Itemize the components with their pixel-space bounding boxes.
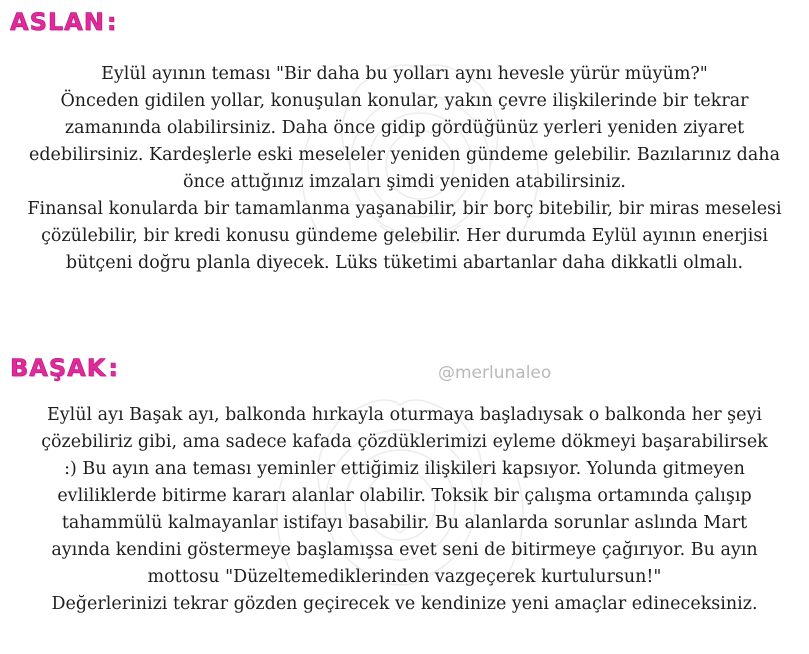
text-line: evliliklerde bitirme kararı alanlar olabilir. Toksik bir çalışma ortamında çalışıp	[57, 486, 752, 506]
heading-colon: :	[106, 8, 118, 36]
text-line: çözülebilir, bir kredi konusu gündeme gelebilir. Her durumda Eylül ayının enerjisi	[41, 226, 768, 246]
heading-colon: :	[108, 354, 119, 382]
text-line: Eylül ayı Başak ayı, balkonda hırkayla oturmaya başladıysak o balkonda her şeyi	[46, 405, 763, 425]
section-heading-aslan	[10, 8, 117, 36]
text-line: :) Bu ayın ana teması yeminler ettiğimiz ilişkileri kapsıyor. Yolunda gitmeyen	[64, 459, 745, 479]
text-line: önce attığınız imzaları şimdi yeniden atabilirsiniz.	[183, 172, 626, 192]
section-title-basak: BAŞAK	[10, 354, 107, 382]
aslan-paragraph	[0, 61, 809, 277]
text-line: Eylül ayının teması "Bir daha bu yolları aynı hevesle yürür müyüm?"	[101, 64, 708, 84]
text-line: Önceden gidilen yollar, konuşulan konular, yakın çevre ilişkilerinde bir tekrar	[60, 91, 749, 111]
section-title-aslan: ASLAN	[10, 8, 105, 36]
section-heading-basak	[10, 354, 119, 382]
text-line: zamanında olabilirsiniz. Daha önce gidip gördüğünüz yerleri yeniden ziyaret	[64, 118, 745, 138]
text-line: çözebiliriz gibi, ama sadece kafada çözdüklerimizi eyleme dökmeyi başarabilirsek	[41, 432, 768, 452]
text-line: Finansal konularda bir tamamlanma yaşanabilir, bir borç bitebilir, bir miras meselesi	[27, 199, 782, 219]
text-line: tahammülü kalmayanlar istifayı basabilir. Bu alanlarda sorunlar aslında Mart	[61, 513, 748, 533]
text-line: ayında kendini göstermeye başlamışsa evet seni de bitirmeye çağırıyor. Bu ayın	[51, 540, 758, 560]
text-line: mottosu "Düzeltemediklerinden vazgeçerek kurtulursun!"	[147, 567, 662, 587]
text-line: edebilirsiniz. Kardeşlerle eski meseleler yeniden gündeme gelebilir. Bazılarınız daha	[28, 145, 781, 165]
text-line: bütçeni doğru planla diyecek. Lüks tüketimi abartanlar daha dikkatli olmalı.	[65, 253, 744, 273]
basak-paragraph	[0, 402, 809, 618]
text-line: Değerlerinizi tekrar gözden geçirecek ve kendinize yeni amaçlar edineceksiniz.	[51, 594, 758, 614]
watermark-handle: @merlunaleo	[438, 363, 552, 383]
